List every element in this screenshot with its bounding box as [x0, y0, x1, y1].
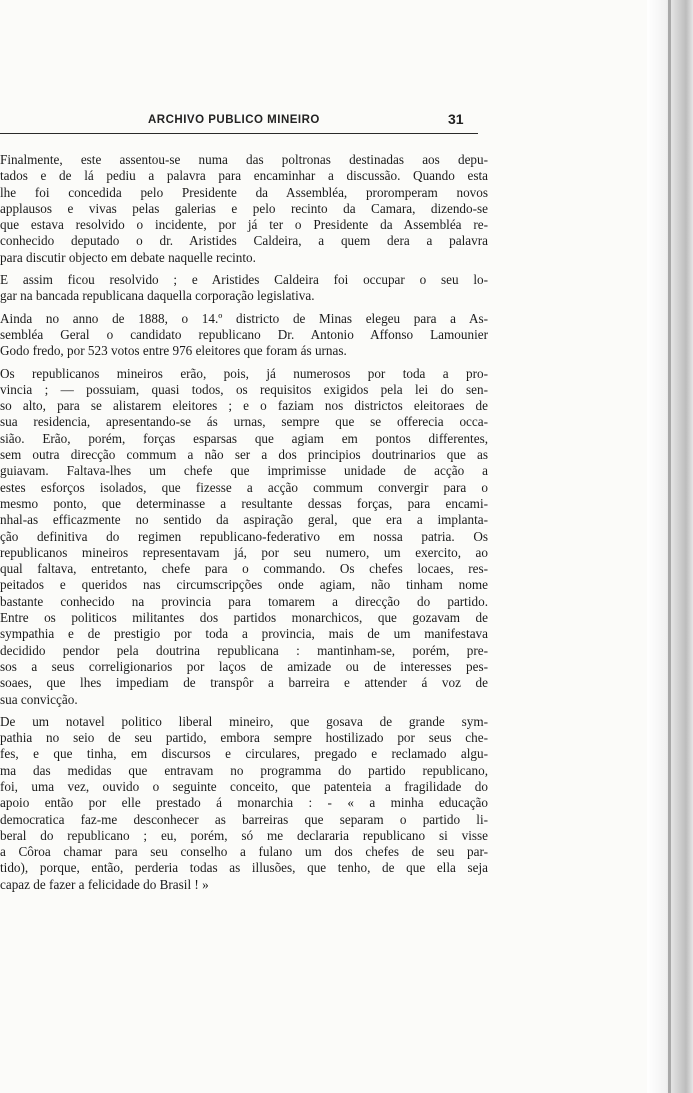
running-title: ARCHIVO PUBLICO MINEIRO [148, 114, 320, 126]
text-line: Godo fredo, por 523 votos entre 976 eleitores que foram ás urnas. [0, 343, 347, 359]
text-line: estes esforços isolados, que fizesse a acção commum convergir para o [0, 479, 488, 495]
text-line: Ainda no anno de 1888, o 14.º districto de Minas elegeu para a As- [0, 310, 488, 326]
text-line: E assim ficou resolvido ; e Aristides Caldeira foi occupar o seu lo- [0, 272, 488, 288]
text-line: qual faltava, entretanto, chefe para o commando. Os chefes locaes, res- [0, 561, 488, 577]
text-line: sião. Erão, porém, forças esparsas que agiam em pontos differentes, [0, 430, 488, 446]
text-line: applausos e vivas pelas galerias e pelo recinto da Camara, dizendo-se [0, 200, 488, 216]
paragraph [0, 366, 488, 708]
paragraph [0, 714, 488, 893]
text-line: sembléa Geral o candidato republicano Dr. Antonio Affonso Lamounier [0, 326, 488, 342]
text-line: De um notavel politico liberal mineiro, que gosava de grande sym- [0, 713, 488, 729]
text-line: Entre os politicos militantes dos partidos monarchicos, que gozavam de [0, 610, 488, 626]
text-line: gar na bancada republicana daquella corporação legislativa. [0, 288, 315, 304]
text-line: nhal-as efficazmente no sentido da aspiração geral, que era a implanta- [0, 512, 488, 528]
text-line: capaz de fazer a felicidade do Brasil ! » [0, 876, 209, 892]
text-line: sua convicção. [0, 691, 78, 707]
text-line: conhecido deputado o dr. Aristides Caldeira, a quem dera a palavra [0, 233, 488, 249]
paragraph [0, 152, 488, 266]
text-line: peitados e queridos nas circumscripções onde agiam, não tinham nome [0, 577, 488, 593]
spine-edge-line [668, 0, 671, 1093]
text-line: a Côroa chamar para seu conselho a fulano um dos chefes de seu par- [0, 844, 488, 860]
paragraph [0, 272, 488, 305]
text-line: republicanos mineiros representavam já, por seu numero, um exercito, ao [0, 544, 488, 560]
text-line: Os republicanos mineiros erão, pois, já numerosos por toda a pro- [0, 365, 488, 381]
text-line: sympathia e de prestigio por toda a provincia, mais de um manifestava [0, 626, 488, 642]
text-line: ma das medidas que entravam no programma do partido republicano, [0, 762, 488, 778]
text-line: bastante conhecido na provincia para tomarem a direcção do partido. [0, 593, 488, 609]
text-line: sem outra direcção commum a não ser a dos principios doutrinarios que as [0, 447, 488, 463]
text-line: que estava resolvido o incidente, por já ter o Presidente da Assembléa re- [0, 217, 488, 233]
page-header [0, 111, 478, 134]
text-line: ção definitiva do regimen republicano-federativo em nossa patria. Os [0, 528, 488, 544]
text-line: sos a seus correligionarios por laços de amizade ou de interesses pes- [0, 658, 488, 674]
text-line: para discutir objecto em debate naquelle recinto. [0, 249, 256, 265]
text-line: sua residencia, apresentando-se ás urnas, sempre que se offerecia occa- [0, 414, 488, 430]
text-line: fes, e que tinha, em discursos e circulares, pregado e reclamado algu- [0, 746, 488, 762]
page-number: 31 [448, 111, 464, 127]
text-line: apoio então por elle prestado á monarchia : - « a minha educação [0, 795, 488, 811]
text-line: foi, uma vez, ouvido o seguinte conceito, que patenteia a fragilidade do [0, 778, 488, 794]
text-line: democratica faz-me desconhecer as barreiras que separam o partido li- [0, 811, 488, 827]
text-line: so alto, para se alistarem eleitores ; e o faziam nos districtos eleitoraes de [0, 398, 488, 414]
text-line: guiavam. Faltava-lhes um chefe que imprimisse unidade de acção a [0, 463, 488, 479]
text-line: Finalmente, este assentou-se numa das poltronas destinadas aos depu- [0, 152, 488, 167]
text-line: tido), porque, então, perderia todas as illusões, que tenho, de que ella seja [0, 860, 488, 876]
text-line: beral do republicano ; eu, porém, só me declararia republicano si visse [0, 827, 488, 843]
text-line: tados e de lá pediu a palavra para encaminhar a discussão. Quando esta [0, 168, 488, 184]
text-line: vincia ; — possuiam, quasi todos, os requisitos exigidos pela lei do sen- [0, 381, 488, 397]
text-line: soaes, que lhes impediam de transpôr a barreira e attender á voz de [0, 675, 488, 691]
body-text [0, 152, 488, 899]
paragraph [0, 311, 488, 360]
text-line: decidido pendor pela doutrina republicana : mantinham-se, porém, pre- [0, 642, 488, 658]
text-line: lhe foi concedida pelo Presidente da Assembléa, proromperam novos [0, 184, 488, 200]
text-line: mesmo ponto, que determinasse a resultante dessas forças, para encami- [0, 495, 488, 511]
text-line: pathia no seio de seu partido, embora sempre hostilizado por seus che- [0, 730, 488, 746]
